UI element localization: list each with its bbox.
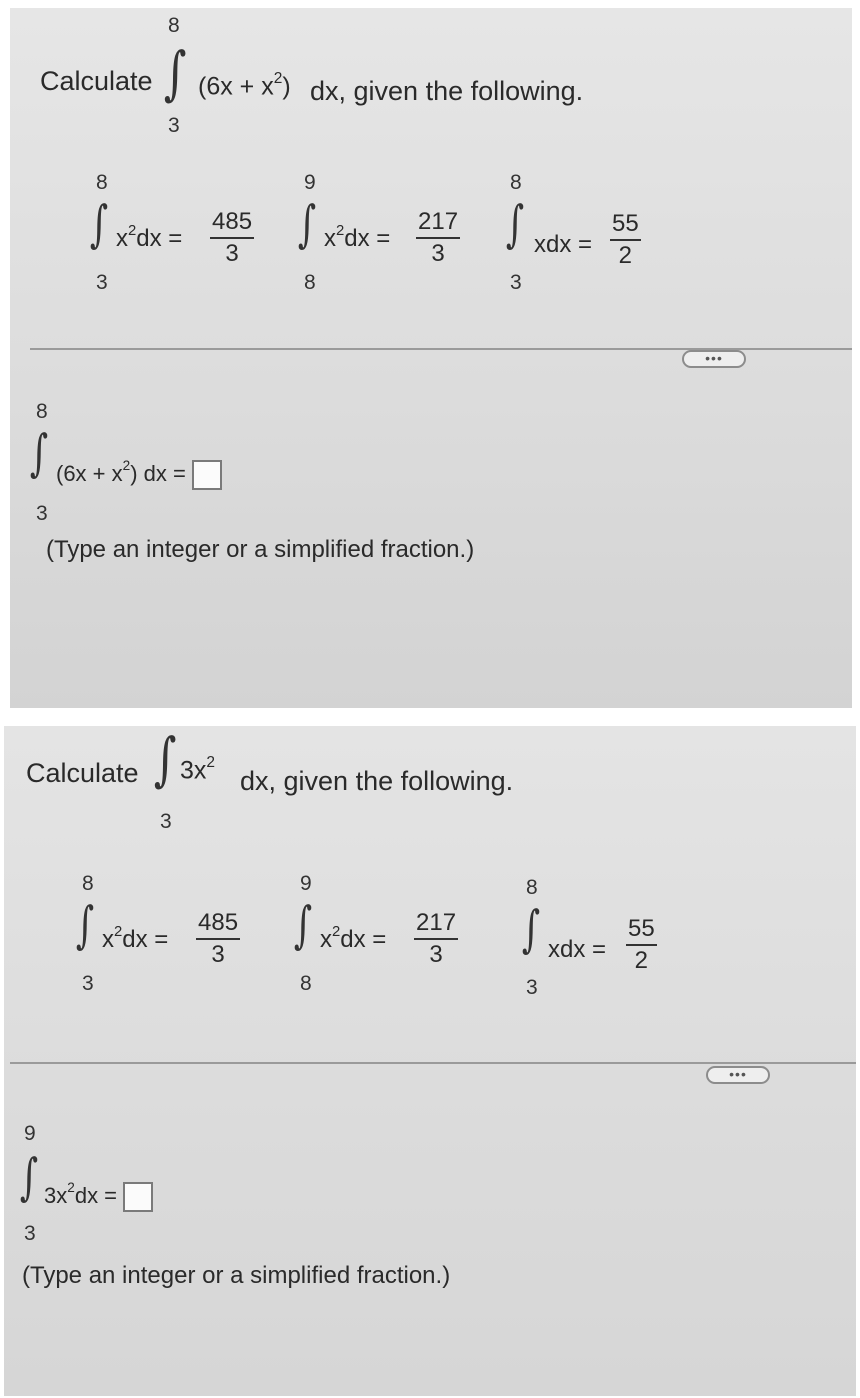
given-expression <box>324 222 391 253</box>
given-dx: dx = <box>340 926 387 953</box>
integrand-close: ) <box>282 72 291 101</box>
given-expr-base: x <box>324 225 336 252</box>
given-upper-limit: 8 <box>510 171 522 194</box>
given-integral-1 <box>66 864 266 994</box>
question-suffix: dx = <box>74 1182 118 1208</box>
prompt-prefix: Calculate <box>26 758 139 788</box>
given-expression <box>116 222 183 253</box>
more-options-button[interactable]: ••• <box>706 1066 770 1084</box>
integrand-exponent: 2 <box>273 69 283 87</box>
fraction-denominator: 2 <box>634 947 649 975</box>
fraction-numerator: 217 <box>416 209 460 239</box>
given-integral-3 <box>512 868 692 998</box>
integral-sign: ∫ <box>297 195 317 253</box>
prompt-upper-limit: 8 <box>168 14 180 37</box>
prompt-integrand <box>198 69 291 101</box>
given-upper-limit: 8 <box>96 171 108 194</box>
given-fraction <box>626 916 657 975</box>
integrand-exponent: 2 <box>206 753 216 771</box>
given-fraction <box>416 209 460 268</box>
given-lower-limit: 3 <box>96 271 108 294</box>
integral-sign: ∫ <box>153 726 177 793</box>
section-divider <box>10 1062 856 1064</box>
given-lower-limit: 8 <box>300 972 312 995</box>
prompt-prefix: Calculate <box>40 66 153 96</box>
integral-sign: ∫ <box>505 195 525 253</box>
given-expr-base: x <box>102 926 114 953</box>
integral-sign: ∫ <box>19 1148 39 1206</box>
given-upper-limit: 9 <box>304 171 316 194</box>
given-lower-limit: 3 <box>526 976 538 999</box>
answer-input[interactable] <box>123 1182 153 1212</box>
prompt-suffix: dx, given the following. <box>240 766 514 796</box>
given-expr-exp: 2 <box>332 923 341 940</box>
given-integral-2 <box>290 163 490 293</box>
integrand-base: 3x <box>44 1182 68 1208</box>
integral-sign: ∫ <box>521 900 541 958</box>
fraction-numerator: 485 <box>210 209 254 239</box>
integral-sign: ∫ <box>163 39 187 107</box>
given-integral-2 <box>286 864 486 994</box>
prompt-lower-limit: 3 <box>160 810 172 833</box>
given-upper-limit: 8 <box>526 876 538 899</box>
fraction-numerator: 217 <box>414 910 458 940</box>
given-fraction <box>196 910 240 969</box>
integrand-exponent: 2 <box>122 458 131 474</box>
problem-1-prompt <box>10 8 852 148</box>
given-dx: dx = <box>122 926 169 953</box>
given-lower-limit: 8 <box>304 271 316 294</box>
given-expression: xdx = <box>548 936 607 963</box>
fraction-denominator: 3 <box>225 240 239 268</box>
integral-sign: ∫ <box>29 424 49 482</box>
given-expression: xdx = <box>534 231 593 258</box>
prompt-suffix: dx, given the following. <box>310 76 584 106</box>
given-fraction <box>210 209 254 268</box>
fraction-numerator: 55 <box>626 916 657 946</box>
question-lower-limit: 3 <box>24 1222 36 1245</box>
fraction-denominator: 3 <box>429 941 443 969</box>
given-fraction <box>610 211 641 270</box>
integrand-base: (6x + x <box>56 460 123 486</box>
fraction-denominator: 3 <box>431 240 445 268</box>
fraction-numerator: 55 <box>610 211 641 241</box>
more-options-button[interactable]: ••• <box>682 350 746 368</box>
given-upper-limit: 9 <box>300 872 312 895</box>
integrand-close: ) <box>130 460 138 486</box>
given-expr-base: x <box>320 926 332 953</box>
given-lower-limit: 3 <box>82 972 94 995</box>
given-lower-limit: 3 <box>510 271 522 294</box>
problem-2-question <box>4 1116 404 1246</box>
given-upper-limit: 8 <box>82 872 94 895</box>
integral-sign: ∫ <box>75 896 95 954</box>
given-expr-exp: 2 <box>336 222 345 239</box>
given-expr-base: x <box>116 225 128 252</box>
problem-1-question <box>10 388 610 528</box>
fraction-denominator: 2 <box>618 242 633 270</box>
instruction-text: (Type an integer or a simplified fraction.) <box>46 536 475 563</box>
fraction-numerator: 485 <box>196 910 240 940</box>
given-expr-exp: 2 <box>114 923 123 940</box>
instruction-text: (Type an integer or a simplified fraction.) <box>22 1262 451 1289</box>
fraction-denominator: 3 <box>211 941 225 969</box>
integral-sign: ∫ <box>293 896 313 954</box>
question-integrand <box>44 1182 153 1212</box>
integrand-base: (6x + x <box>198 72 274 101</box>
problem-1-panel <box>10 8 852 708</box>
given-dx: dx = <box>344 225 391 252</box>
question-upper-limit: 9 <box>24 1122 36 1145</box>
given-expression <box>320 923 387 954</box>
given-expr-exp: 2 <box>128 222 137 239</box>
question-upper-limit: 8 <box>36 400 48 423</box>
integral-sign: ∫ <box>89 195 109 253</box>
prompt-integrand <box>180 753 216 785</box>
given-integral-3 <box>498 163 678 293</box>
integrand-base: 3x <box>180 756 207 785</box>
problem-2-prompt <box>4 726 856 846</box>
given-expression <box>102 923 169 954</box>
problem-2-panel <box>4 726 856 1396</box>
answer-input[interactable] <box>192 460 222 490</box>
question-lower-limit: 3 <box>36 502 48 525</box>
given-fraction <box>414 910 458 969</box>
question-integrand <box>56 460 222 490</box>
integrand-exponent: 2 <box>67 1180 75 1196</box>
prompt-lower-limit: 3 <box>168 114 180 137</box>
given-integral-1 <box>80 163 280 293</box>
given-dx: dx = <box>136 225 183 252</box>
question-suffix: dx = <box>143 460 186 486</box>
